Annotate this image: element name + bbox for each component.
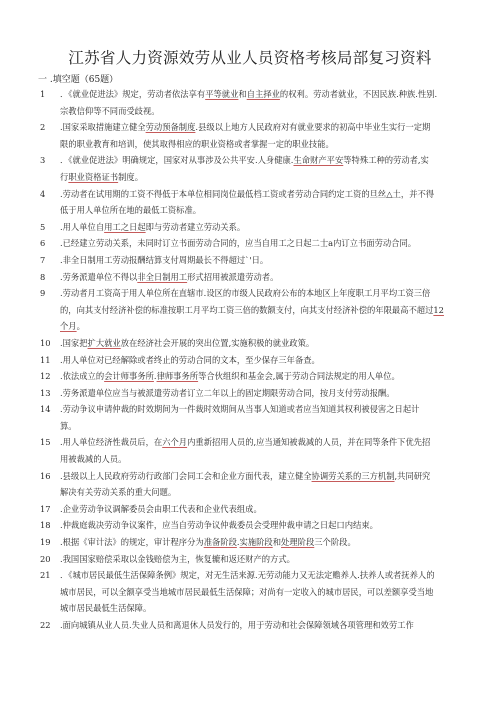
text-segment: .企业劳动争议调解委员会由职工代表和企业代表组成。 [60,503,262,514]
text-segment: . [153,371,157,382]
item-number: 21 [40,570,51,581]
text-segment: ．《就业促进法》明确规定，国家对从事涉及公共平安.人身健康. [60,155,294,166]
item-text-line [60,517,492,534]
text-segment: .非全日制用工劳动报酬结算支付周期最长不得超过`'日。 [60,254,269,265]
text-segment: 放在经济社会开展的突出位置,实施积极的就业政策。 [120,337,315,348]
text-segment: 即与劳动者建立劳动关系。 [145,221,246,232]
text-segment: 制度。 [118,171,144,182]
text-segment: 的权利。劳动者就业，不因民族.种族.性别. [279,89,438,99]
item-number: 22 [40,620,51,630]
item-text-line [40,103,492,120]
item-text-line [60,86,492,103]
list-item [40,235,492,252]
page-title: 江苏省人力资源效劳从业人员资格考核局部复习资料 [68,49,432,67]
item-number: 19 [40,537,51,548]
item-number: 7 [40,254,46,265]
list-item [40,551,492,568]
item-text-line [60,401,492,418]
item-number: 15 [40,437,51,448]
underlined-answer: 处理阶段 [281,537,315,548]
underlined-answer: 用工之日起 [104,221,146,232]
item-text-line [60,617,492,634]
item-text-line [60,252,492,269]
list-item [40,186,492,219]
text-segment: .用人单位自 [60,221,105,232]
text-segment: .依法成立的 [60,371,105,382]
text-segment: 解决有关劳动关系的重大问题。 [60,487,177,498]
item-number: 11 [40,354,51,365]
text-segment: 宗教信仰等不同而受歧视。 [60,105,160,116]
item-text-line [60,352,492,369]
item-text-line [40,600,492,617]
underlined-answer: 职业资格证书 [68,171,119,182]
underlined-answer: 准备阶段 [203,537,237,548]
item-number: 18 [40,520,51,531]
text-segment: .劳务派遣单位应当与被派遣劳动者订立二年以上的固定期限劳动合同，按月支付劳动报酬。 [60,387,395,398]
text-segment: .劳动者在试用期的工资不得低于本单位相同岗位最低档工资或者劳动合同约定工资的旦丝△土，并不得 [60,188,435,199]
list-item [40,335,492,352]
text-segment: 和 [272,537,282,548]
text-segment: .已经建立劳动关系，未同时订立书面劳动合同的，应当自用工之日起二士a内订立书面劳动合同。 [60,238,417,249]
item-text-line [40,318,492,335]
item-text-line [60,152,492,169]
item-number: 6 [40,238,46,249]
text-segment: 。 [76,321,85,332]
text-segment: .用人单位经济性裁员后，在 [60,437,163,448]
list-item [40,501,492,518]
text-segment: .国家把 [60,337,88,348]
text-segment: 三个阶段。 [314,537,356,548]
item-text-line [60,335,492,352]
list-item [40,385,492,402]
item-text-line [40,484,492,501]
item-number: 9 [40,288,46,299]
list-item [40,269,492,286]
item-text-line [60,551,492,568]
list-item [40,352,492,369]
item-text-line [60,219,492,236]
underlined-answer: 12 [433,304,444,315]
item-number: 1 [40,89,46,99]
underlined-answer: 实施阶段 [239,537,273,548]
item-number: 8 [40,271,46,282]
text-segment: 和 [238,89,247,99]
list-item [40,617,492,634]
text-segment: . [236,537,240,548]
underlined-answer: 协调劳关系的三方机制 [311,470,395,481]
item-text-line [60,186,492,203]
item-text-line [60,385,492,402]
item-text-line [60,434,492,451]
list-item [40,401,492,434]
list-item [40,152,492,185]
list-item [40,285,492,335]
text-segment: ,共同研究 [394,470,431,481]
item-number: 14 [40,404,51,415]
item-number: 2 [40,122,46,133]
item-number: 20 [40,553,51,564]
text-segment: .我国国家赔偿采取以金钱赔偿为主，恢复辘和返还财产的方式。 [60,553,295,564]
list-item [40,517,492,534]
text-segment: 城市居民，可以全额享受当地城市居民最低生活保障；对尚有一定收入的城市居民，可以差额享受当地 [60,586,434,597]
underlined-answer: 非全日制用工 [137,271,188,282]
text-segment: .根据《审计法》的规定，审计程序分为 [60,537,204,548]
text-segment: .仲裁庭裁决劳动争议案件，应当自劳动争议仲裁委员会受理仲裁申请之日起口内结束。 [60,520,378,531]
item-text-line [60,368,492,385]
text-segment: 等合伙组织和基金会,属于劳动合同法规定的用人单位。 [198,371,400,382]
underlined-answer: 律师事务所 [156,371,199,382]
text-segment: .劳动者月工资高于用人单位所在直辖市.设区的市级人民政府公布的本地区上年度职工月平均工资三倍 [60,288,431,299]
section-heading: 一 .填空题（65题） [38,75,119,85]
text-segment: 用被裁减的人员。 [60,454,127,465]
item-number: 17 [40,503,51,514]
item-text-line [60,567,492,584]
item-number: 10 [40,337,51,348]
item-text-line [40,302,492,319]
text-segment: .县级以上地方人民政府对有就业要求的初高中毕业生实行一定期 [195,122,431,133]
list-item [40,534,492,551]
item-number: 12 [40,371,51,382]
text-segment: 形式招用被派遣劳动者。 [187,271,279,282]
item-text-line [40,584,492,601]
item-text-line [40,202,492,219]
text-segment: .县级以上人民政府劳动行政部门会同工会和企业方面代表，建立健全 [60,470,312,481]
list-item [40,252,492,269]
item-text-line [40,136,492,153]
item-number: 13 [40,387,51,398]
text-segment: .劳动争议申请仲裁的时效期间为一件裁时效期间从当事人知道或者应当知道其权利被侵害之日起计 [60,404,420,415]
underlined-answer: 劳动预备制度 [145,122,196,133]
text-segment: 限的职业教育和培训，使其取得相应的职业资格或者掌握一定的职业技能。 [60,138,334,149]
item-text-line [60,468,492,485]
item-number: 16 [40,470,51,481]
item-text-line [60,269,492,286]
item-number: 5 [40,221,46,232]
list-item [40,567,492,617]
text-segment: 算。 [60,420,77,431]
list-item [40,119,492,152]
item-text-line [40,451,492,468]
item-text-line [40,169,492,186]
item-text-line [60,501,492,518]
item-text-line [60,534,492,551]
item-text-line [60,119,492,136]
underlined-answer: 自主择业 [246,89,280,99]
underlined-answer: 个月 [60,321,77,332]
underlined-answer: 扩大就业 [87,337,121,348]
underlined-answer: 生命财产平安 [293,155,344,166]
question-list [40,86,492,634]
list-item [40,219,492,236]
text-segment: 的，向其支付经济补偿的标准按职工月平均工资三倍的数额支付，向其支付经济补偿的年限最高不超过 [60,304,434,315]
text-segment: 等特殊工种的劳动者,实 [343,155,429,166]
text-segment: ．《城市居民最低生活保障条例》规定，对无生活来源.无劳动能力又无法定赡养人.扶养人或者抚养人的 [60,570,435,581]
text-segment: .国家采取措施建立健全 [60,122,146,133]
item-text-line [40,418,492,435]
underlined-answer: 六个月 [162,437,188,448]
text-segment: 城市居民最低生活保障。 [60,603,152,614]
list-item [40,86,492,119]
text-segment: 低于用人单位所在地的最低工资标准。 [60,205,202,216]
text-segment: ．《就业促进法》规定，劳动者依法享有 [60,89,206,99]
text-segment: .面向城镇从业人员.失业人员和离退休人员发行的，用于劳动和社会保障领域各项管理和效劳工作 [60,620,414,630]
list-item [40,368,492,385]
underlined-answer: 平等就业 [205,89,239,99]
item-number: 4 [40,188,46,199]
list-item [40,468,492,501]
item-text-line [60,285,492,302]
text-segment: .用人单位对已经解除或者终止的劳动合同的文本，至少保存三年备查。 [60,354,320,365]
item-number: 3 [40,155,46,166]
underlined-answer: 会计师事务所 [104,371,154,382]
text-segment: 行 [60,171,69,182]
text-segment: .劳务派遣单位不得以 [60,271,138,282]
item-text-line [60,235,492,252]
text-segment: 内重新招用人员的,应当通知被裁减的人员，并在同等条件下优先招 [187,437,431,448]
list-item [40,434,492,467]
